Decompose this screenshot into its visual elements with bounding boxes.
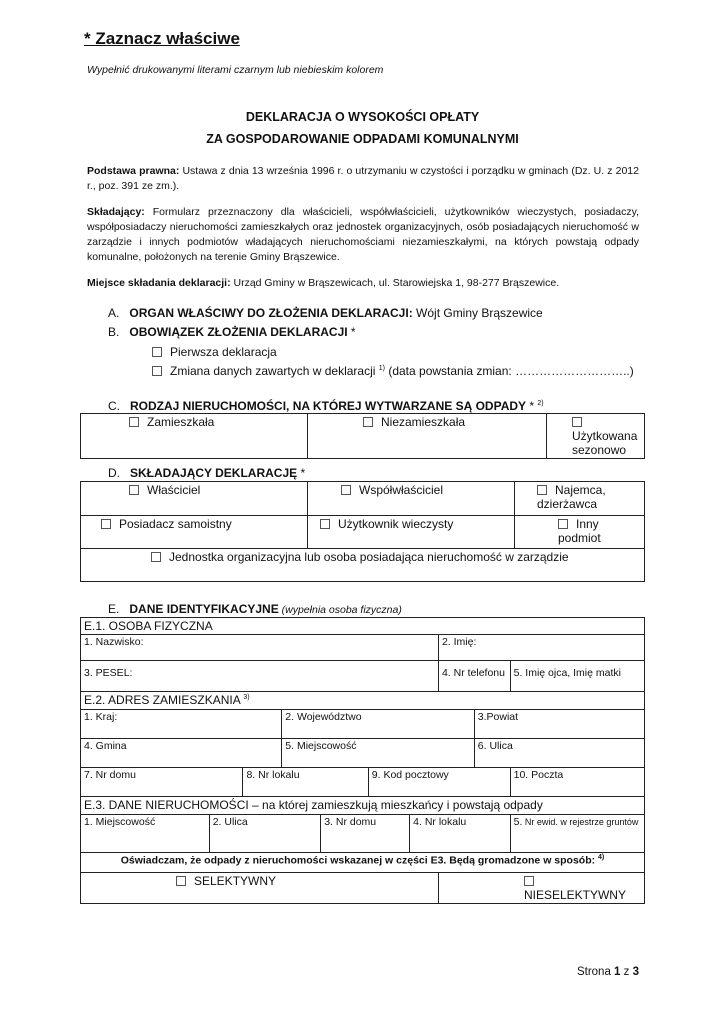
section-b-letter: B.: [108, 325, 120, 339]
page-of: z: [620, 966, 633, 978]
property-uninhabited-checkbox[interactable]: [363, 417, 373, 427]
page-label: Strona: [576, 966, 615, 978]
section-c-mark: *: [526, 399, 535, 413]
e2-flat-field[interactable]: 8. Nr lokalu: [243, 768, 368, 797]
declarant-tenant-checkbox[interactable]: [537, 485, 547, 495]
declarant-organizational-unit-checkbox[interactable]: [151, 552, 161, 562]
declarant-possessor[interactable]: [81, 516, 308, 549]
property-inhabited-checkbox[interactable]: [129, 417, 139, 427]
page-total: 3: [632, 966, 639, 978]
e1-surname-field[interactable]: 1. Nazwisko:: [81, 635, 439, 661]
declarant-owner[interactable]: [81, 482, 308, 516]
footnote-4-ref: 4): [598, 854, 605, 861]
section-d: [108, 466, 305, 480]
e1-parents-field[interactable]: 5. Imię ojca, Imię matki: [510, 661, 644, 692]
section-d-letter: D.: [108, 466, 120, 480]
declarant-perpetual-user[interactable]: [308, 516, 515, 549]
footnote-1-ref: 1): [378, 365, 385, 372]
declarant-coowner-label: Współwłaściciel: [359, 483, 444, 497]
e2-title-text: E.2. ADRES ZAMIESZKANIA: [84, 693, 241, 707]
property-seasonal-label: Użytkowana sezonowo: [572, 429, 638, 457]
section-b: [108, 325, 356, 339]
e2-district-field[interactable]: 3.Powiat: [474, 710, 644, 739]
section-c: [108, 399, 544, 413]
declarant-other-label: Inny podmiot: [558, 517, 601, 545]
identification-table: [80, 617, 645, 904]
section-c-label: RODZAJ NIERUCHOMOŚCI, NA KTÓREJ WYTWARZANE SĄ ODPADY: [130, 399, 527, 413]
selective-checkbox[interactable]: [176, 876, 186, 886]
declarant-table: [80, 481, 645, 582]
e3-title: E.3. DANE NIERUCHOMOŚCI – na której zamieszkują mieszkańcy i powstają odpady: [81, 797, 645, 815]
e2-title: [81, 692, 645, 710]
section-a-letter: A.: [108, 306, 120, 320]
section-d-mark: *: [297, 466, 306, 480]
document-title-line2: ZA GOSPODAROWANIE ODPADAMI KOMUNALNYMI: [206, 132, 519, 146]
property-seasonal-checkbox[interactable]: [572, 417, 582, 427]
data-change-label: Zmiana danych zawartych w deklaracji: [170, 364, 376, 378]
e2-house-field[interactable]: 7. Nr domu: [81, 768, 243, 797]
e3-city-field[interactable]: 1. Miejscowość: [81, 815, 210, 853]
section-e-note: (wypełnia osoba fizyczna): [278, 604, 402, 616]
e3-parcel-label: Nr ewid. w rejestrze gruntów: [522, 817, 639, 827]
declarant-other-checkbox[interactable]: [558, 519, 568, 529]
section-a: [108, 306, 543, 320]
footnote-2-ref: 2): [537, 400, 544, 407]
section-e-letter: E.: [108, 602, 120, 616]
property-inhabited-label: Zamieszkała: [147, 415, 215, 429]
e1-phone-field[interactable]: 4. Nr telefonu: [438, 661, 510, 692]
e1-title: E.1. OSOBA FIZYCZNA: [81, 618, 645, 635]
legal-basis: [87, 164, 639, 194]
property-inhabited[interactable]: [81, 414, 308, 459]
collection-declaration: [81, 853, 645, 873]
submitter-text: Formularz przeznaczony dla właścicieli, współwłaścicieli, użytkowników wieczystych, posiadaczy, współposiadaczy nieruchomości zamieszkałych oraz jednostek organizacyjnych, osób posiadających nieruchomość w zarządzie i innych podmiotów władających nieruchomościami niezamieszkałymi, na których powstają odpady komunalne, położonych na terenie Gminy Brąszewice.: [87, 206, 639, 263]
submission-place-label: Miejsce składania deklaracji:: [87, 277, 231, 289]
submission-place: [87, 276, 639, 291]
legal-basis-label: Podstawa prawna:: [87, 165, 180, 177]
nonselective-checkbox[interactable]: [524, 876, 534, 886]
selective-label: SELEKTYWNY: [194, 874, 277, 888]
submitter-info: [87, 205, 639, 265]
declarant-perpetual-user-checkbox[interactable]: [320, 519, 330, 529]
page-number: [577, 966, 639, 978]
page-current: 1: [614, 966, 621, 978]
submitter-label: Składający:: [87, 206, 145, 218]
e3-flat-field[interactable]: 4. Nr lokalu: [410, 815, 510, 853]
e3-street-field[interactable]: 2. Ulica: [209, 815, 320, 853]
section-c-letter: C.: [108, 399, 120, 413]
e3-parcel-num: 5.: [513, 816, 523, 828]
section-d-label: SKŁADAJĄCY DEKLARACJĘ: [130, 466, 298, 480]
data-change-checkbox[interactable]: [152, 366, 162, 376]
collection-declaration-text: Oświadczam, że odpady z nieruchomości wskazanej w części E3. Będą gromadzone w sposób:: [120, 854, 596, 867]
declarant-perpetual-user-label: Użytkownik wieczysty: [338, 517, 454, 531]
section-a-value: Wójt Gminy Brąszewice: [412, 306, 543, 320]
section-b-mark: *: [347, 325, 356, 339]
e1-name-field[interactable]: 2. Imię:: [438, 635, 644, 661]
submission-place-text: Urząd Gminy w Brąszewicach, ul. Starowiejska 1, 98-277 Brąszewice.: [230, 277, 560, 289]
footnote-3-ref: 3): [243, 694, 250, 701]
legal-basis-text: Ustawa z dnia 13 września 1996 r. o utrzymaniu w czystości i porządku w gminach (Dz. U. z 2012 r., poz. 391 ze zm.).: [87, 165, 639, 192]
first-declaration-checkbox[interactable]: [152, 347, 162, 357]
e1-pesel-field[interactable]: 3. PESEL:: [81, 661, 439, 692]
declarant-possessor-checkbox[interactable]: [101, 519, 111, 529]
declarant-tenant[interactable]: [515, 482, 645, 516]
declarant-owner-label: Właściciel: [147, 483, 201, 497]
section-b-label: OBOWIĄZEK ZŁOŻENIA DEKLARACJI: [129, 325, 348, 339]
section-e-label: DANE IDENTYFIKACYJNE: [129, 602, 279, 616]
first-declaration-option[interactable]: [152, 345, 277, 359]
first-declaration-label: Pierwsza deklaracja: [170, 345, 277, 359]
data-change-option[interactable]: [152, 364, 634, 378]
nonselective-label: NIESELEKTYWNY: [523, 888, 626, 902]
e2-country-field[interactable]: 1. Kraj:: [81, 710, 282, 739]
property-uninhabited[interactable]: [308, 414, 547, 459]
e2-commune-field[interactable]: 4. Gmina: [81, 739, 282, 768]
declarant-owner-checkbox[interactable]: [129, 485, 139, 495]
declarant-tenant-label: Najemca, dzierżawca: [537, 483, 606, 511]
nonselective-option[interactable]: [438, 873, 644, 904]
property-seasonal[interactable]: [547, 414, 645, 459]
e3-parcel-field[interactable]: [510, 815, 644, 853]
section-e: [108, 602, 402, 616]
document-title-line1: DEKLARACJA O WYSOKOŚCI OPŁATY: [245, 110, 480, 124]
property-type-table: [80, 413, 645, 459]
e2-post-field[interactable]: 10. Poczta: [510, 768, 644, 797]
page-heading: * Zaznacz właściwe: [84, 29, 240, 48]
e2-voivodeship-field[interactable]: 2. Województwo: [282, 710, 474, 739]
declarant-organizational-unit-label: Jednostka organizacyjna lub osoba posiadająca nieruchomość w zarządzie: [169, 550, 569, 564]
selective-option[interactable]: [81, 873, 439, 904]
e2-city-field[interactable]: 5. Miejscowość: [282, 739, 474, 768]
e2-street-field[interactable]: 6. Ulica: [474, 739, 644, 768]
section-a-label: ORGAN WŁAŚCIWY DO ZŁOŻENIA DEKLARACJI:: [129, 306, 413, 320]
declarant-organizational-unit[interactable]: [81, 549, 645, 582]
data-change-date: (data powstania zmian: ………………………..): [385, 364, 634, 378]
e3-house-field[interactable]: 3. Nr domu: [321, 815, 410, 853]
e2-postcode-field[interactable]: 9. Kod pocztowy: [368, 768, 510, 797]
declarant-coowner-checkbox[interactable]: [341, 485, 351, 495]
declarant-coowner[interactable]: [308, 482, 515, 516]
fill-instruction: Wypełnić drukowanymi literami czarnym lub niebieskim kolorem: [87, 64, 384, 76]
declarant-possessor-label: Posiadacz samoistny: [119, 517, 232, 531]
declarant-other[interactable]: [515, 516, 645, 549]
property-uninhabited-label: Niezamieszkała: [381, 415, 466, 429]
